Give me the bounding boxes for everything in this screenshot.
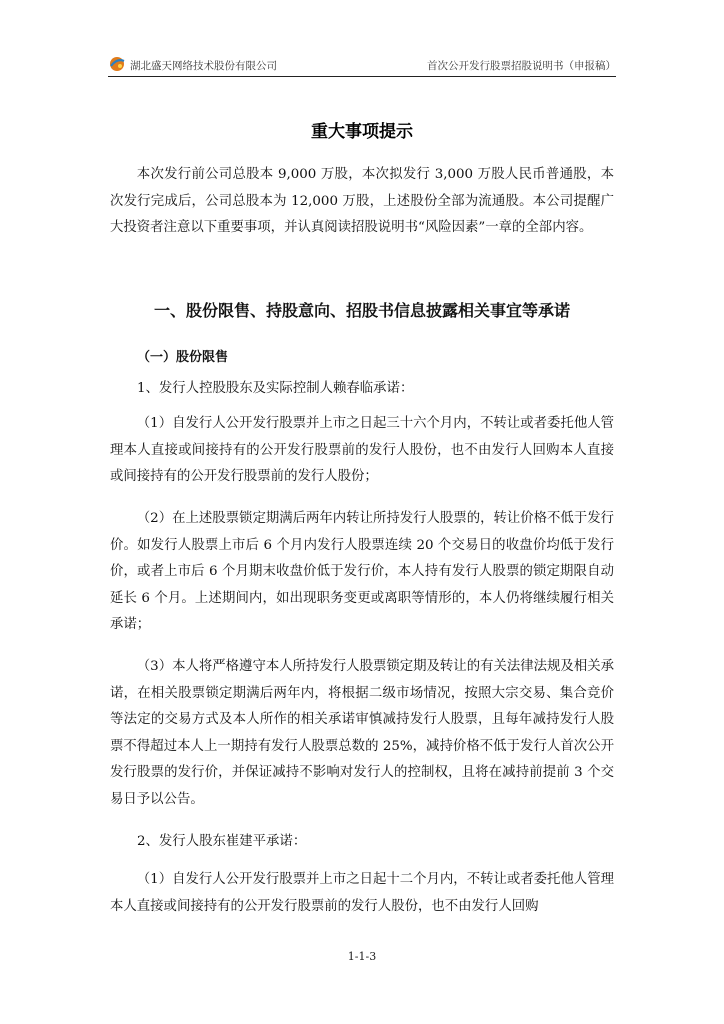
item2-heading: 2、发行人股东崔建平承诺： [137, 834, 307, 849]
item1-paragraph-2: （2）在上述股票锁定期满后两年内转让所持发行人股票的，转让价格不低于发行价。如发行人股票上市后 6 个月内发行人股票连续 20 个交易日的收盘价均低于发行价，或者上市后 6 个月期末收盘价低于发行价，本人持有发行人股票的锁定期限自动延长 6 个月。上述期间内，如出现职务变更或离职等情形的，本人仍将继续履行相关承诺； [110, 511, 614, 632]
page-number: 1-1-3 [347, 950, 377, 963]
company-logo-icon [108, 56, 126, 72]
item1-paragraph-3: （3）本人将严格遵守本人所持发行人股票锁定期及转让的有关法律法规及相关承诺，在相关股票锁定期满后两年内，将根据二级市场情况，按照大宗交易、集合竞价等法定的交易方式及本人所作的相关承诺审慎减持发行人股票，且每年减持发行人股票不得超过本人上一期持有发行人股票总数的 25%，减持价格不低于发行人首次公开发行股票的发行价，并保证减持不影响对发行人的控制权，且将在减持前提前 3 个交易日予以公告。 [110, 659, 614, 807]
item2-paragraph-1: （1）自发行人公开发行股票并上市之日起十二个月内，不转让或者委托他人管理本人直接或间接持有的公开发行股票前的发行人股份，也不由发行人回购 [110, 872, 614, 914]
intro-paragraph: 本次发行前公司总股本 9,000 万股，本次拟发行 3,000 万股人民币普通股，本次发行完成后，公司总股本为 12,000 万股，上述股份全部为流通股。本公司提醒广大投资者注意以下重要事项，并认真阅读招股说明书“风险因素”一章的全部内容。 [110, 167, 614, 235]
page-title: 重大事项提示 [311, 122, 413, 142]
company-name: 湖北盛天网络技术股份有限公司 [130, 60, 277, 72]
page-header [108, 58, 616, 77]
item1-paragraph-1: （1）自发行人公开发行股票并上市之日起三十六个月内，不转让或者委托他人管理本人直接或间接持有的公开发行股票前的发行人股份，也不由发行人回购本人直接或间接持有的公开发行股票前的发行人股份； [110, 416, 614, 484]
section-heading: 一、股份限售、持股意向、招股书信息披露相关事宜等承诺 [153, 301, 570, 320]
item1-heading: 1、发行人控股股东及实际控制人赖春临承诺： [137, 381, 414, 396]
subsection-heading: （一）股份限售 [137, 350, 229, 365]
document-title: 首次公开发行股票招股说明书（申报稿） [427, 60, 616, 72]
